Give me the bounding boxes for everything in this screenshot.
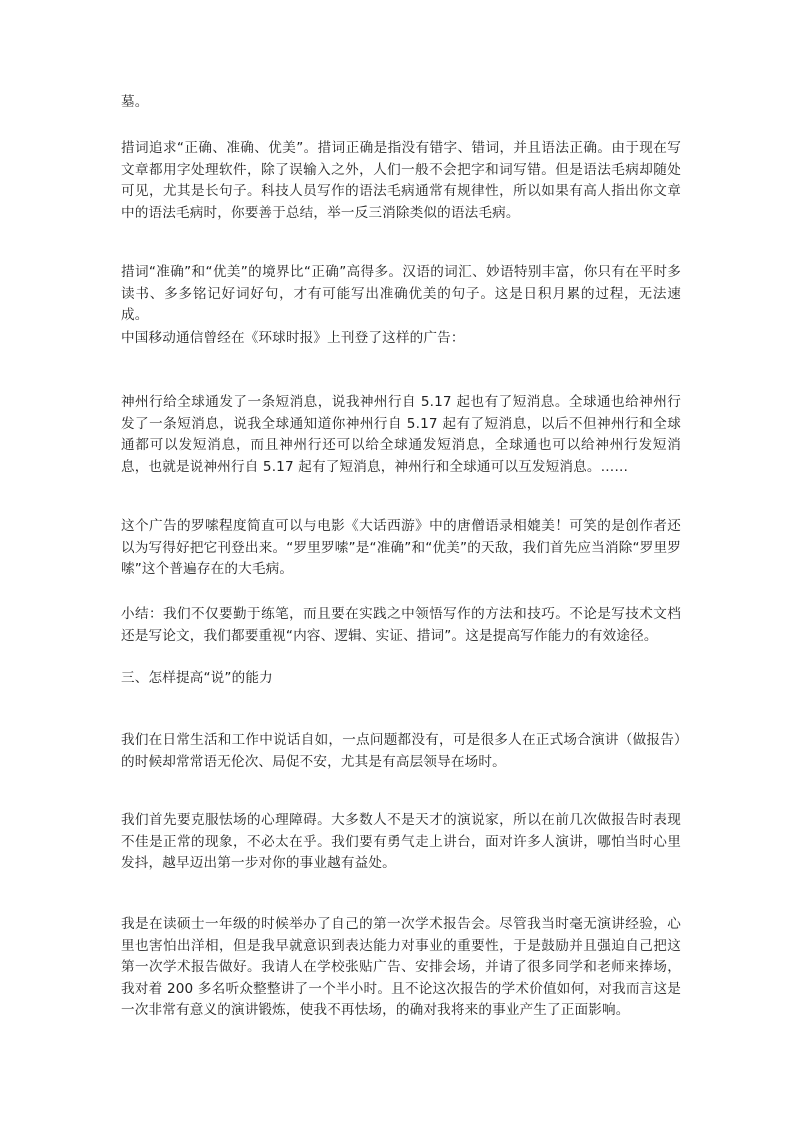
section-heading-speaking: 三、怎样提高“说”的能力 bbox=[121, 670, 273, 686]
paragraph-ad-quote: 神州行给全球通发了一条短消息，说我神州行自 5.17 起也有了短消息。全球通也给神州行发了一条短消息，说我全球通知道你神州行自 5.17 起有了短消息，以后不但神州行和全球通都可以发短消息，而且神州行还可以给全球通发短消息，全球通也可以给神州行发短消息，也就是说神州行自 5.17 起有了短消息，神州行和全球通可以互发短消息。…… bbox=[121, 394, 681, 475]
paragraph-stage-fright: 我们首先要克服怯场的心理障碍。大多数人不是天才的演说家，所以在前几次做报告时表现不佳是正常的现象，不必太在乎。我们要有勇气走上讲台，面对许多人演讲，哪怕当时心里发抖，越早迈出第一步对你的事业越有益处。 bbox=[121, 812, 681, 871]
paragraph-wording-correctness: 措词追求“正确、准确、优美”。措词正确是指没有错字、错词，并且语法正确。由于现在写文章都用字处理软件，除了误输入之外，人们一般不会把字和词写错。但是语法毛病却随处可见，尤其是长句子。科技人员写作的语法毛病通常有规律性，所以如果有高人指出你文章中的语法毛病时，你要善于总结，举一反三消除类似的语法毛病。 bbox=[121, 140, 681, 221]
paragraph-first-report: 我是在读硕士一年级的时候举办了自己的第一次学术报告会。尽管我当时毫无演讲经验，心里也害怕出洋相，但是我早就意识到表达能力对事业的重要性，于是鼓励并且强迫自己把这第一次学术报告做好。我请人在学校张贴广告、安排会场，并请了很多同学和老师来捧场，我对着 200 多名听众整整讲了一个半小时。且不论这次报告的学术价值如何，对我而言这是一次非常有意义的演讲锻炼，使我不再怯场，的确对我将来的事业产生了正面影响。 bbox=[121, 916, 681, 1018]
paragraph-ad-intro: 中国移动通信曾经在《环球时报》上刊登了这样的广告： bbox=[121, 330, 465, 346]
paragraph-speaking-intro: 我们在日常生活和工作中说话自如，一点问题都没有，可是很多人在正式场合演讲（做报告）的时候却常常语无伦次、局促不安，尤其是有高层领导在场时。 bbox=[121, 732, 681, 770]
paragraph-wording-elegance: 措词“准确”和“优美”的境界比“正确”高得多。汉语的词汇、妙语特别丰富，你只有在平时多读书、多多铭记好词好句，才有可能写出准确优美的句子。这是日积月累的过程，无法速成。 bbox=[121, 264, 681, 323]
paragraph-summary: 小结：我们不仅要勤于练笔，而且要在实践之中领悟写作的方法和技巧。不论是写技术文档还是写论文，我们都要重视“内容、逻辑、实证、措词”。这是提高写作能力的有效途径。 bbox=[121, 606, 681, 644]
paragraph-fragment: 墓。 bbox=[121, 94, 149, 110]
paragraph-verbosity-comment: 这个广告的罗嗦程度简直可以与电影《大话西游》中的唐僧语录相媲美！可笑的是创作者还以为写得好把它刊登出来。“罗里罗嗦”是“准确”和“优美”的天敌，我们首先应当消除“罗里罗嗦”这个普遍存在的大毛病。 bbox=[121, 518, 681, 577]
